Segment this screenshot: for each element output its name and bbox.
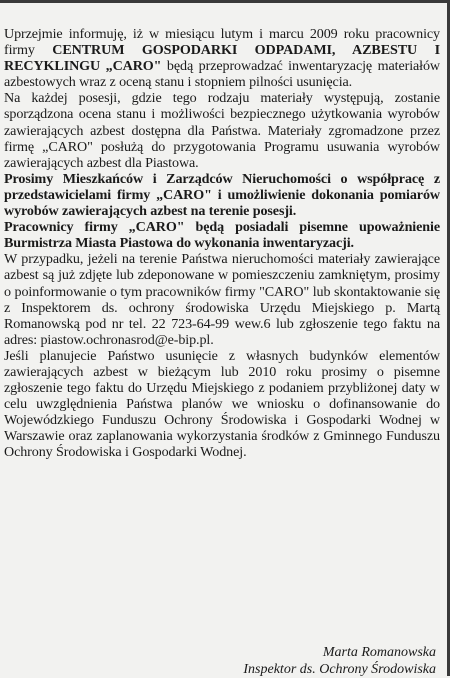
paragraph-contact: W przypadku, jeżeli na terenie Państwa nieruchomości materiały zawierające azbest są już zdjęte lub zdeponowane w pomieszczeniu zamkniętym, prosimy o poinformowanie o tym pracowników firmy "CARO" lub skontaktowanie się z Inspektorem ds. ochrony środowiska Urzędu Miejskiego p. Martą Romanowską pod nr tel. 22 723-64-99 wew.6 lub zgłoszenie tego faktu na adres: piastow.ochronasrod@e-bip.pl.	[4, 251, 440, 348]
company-name: CENTRUM GOSPODARKI ODPADAMI, AZBESTU I RECYKLINGU „CARO"	[4, 42, 440, 75]
paragraph-assessment: Na każdej posesji, gdzie tego rodzaju materiały występują, zostanie sporządzona ocena stanu i możliwości bezpiecznego użytkowania wyrobów zawierających azbest dostępna dla Państwa. Materiały zgromadzone przez firmę „CARO" posłużą do przygotowania Programu usuwania wyrobów zawierających azbest dla Piastowa.	[4, 90, 440, 171]
paragraph-authorization: Pracownicy firmy „CARO" będą posiadali pisemne upoważnienie Burmistrza Miasta Piastowa do wykonania inwentaryzacji.	[4, 219, 440, 252]
paragraph-intro	[4, 26, 440, 90]
top-border	[0, 0, 450, 3]
article-body	[4, 26, 440, 461]
signature	[186, 644, 436, 678]
intro-text-continued: będą przeprowadzać inwentaryzację materiałów azbestowych wraz z oceną stanu i stopniem pilności usunięcia.	[4, 58, 441, 91]
paragraph-removal: Jeśli planujecie Państwo usunięcie z własnych budynków elementów zawierających azbest w bieżącym lub 2010 roku prosimy o pisemne zgłoszenie tego faktu do Urzędu Miejskiego z podaniem przybliżonej daty w celu uwzględnienia Państwa planów we wniosku o dofinansowanie do Wojewódzkiego Funduszu Ochrony Środowiska i Gospodarki Wodnej w Warszawie oraz zaplanowania wykorzystania środków z Gminnego Funduszu Ochrony Środowiska i Gospodarki Wodnej.	[4, 347, 440, 461]
signature-name: Marta Romanowska	[322, 645, 436, 660]
paragraph-request: Prosimy Mieszkańców i Zarządców Nieruchomości o współpracę z przedstawicielami firmy „CARO" i umożliwienie dokonania pomiarów wyrobów zawierających azbest na terenie posesji.	[4, 170, 440, 220]
intro-text: Uprzejmie informuję, iż w miesiącu lutym i marcu 2009 roku pracownicy firmy	[4, 26, 440, 59]
signature-title: Inspektor ds. Ochrony Środowiska	[243, 662, 436, 677]
